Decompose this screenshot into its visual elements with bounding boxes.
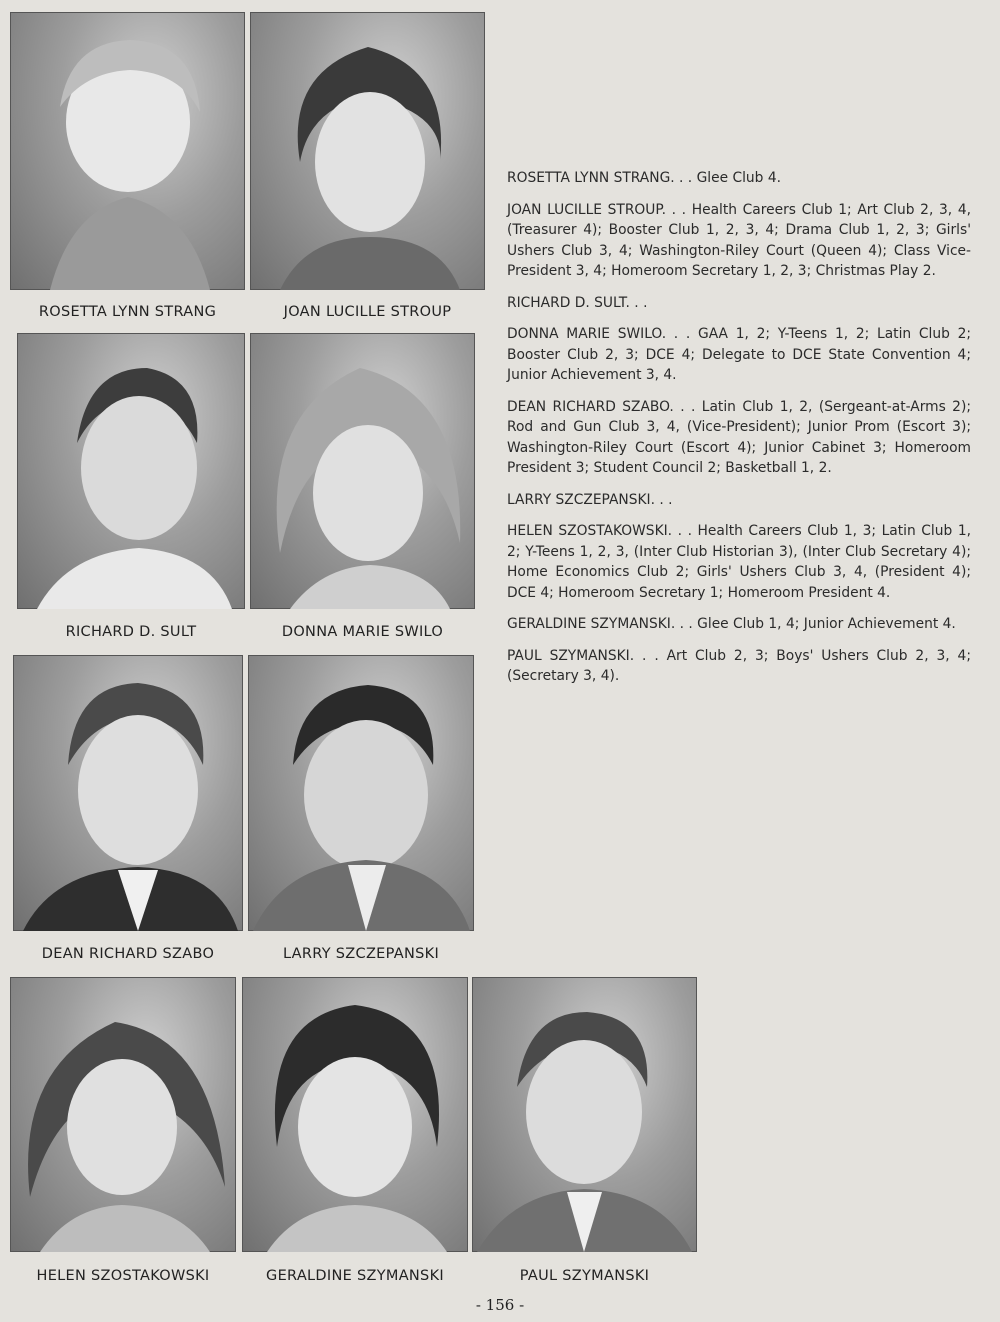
portrait-photo-sult <box>17 333 245 609</box>
student-caption: RICHARD D. SULT <box>65 624 197 640</box>
student-caption: GERALDINE SZYMANSKI <box>266 1268 444 1284</box>
portrait-silhouette <box>10 977 236 1252</box>
page-number: - 156 - <box>475 1296 525 1314</box>
portrait-silhouette <box>17 333 245 609</box>
portrait-silhouette <box>248 655 474 931</box>
student-bio: GERALDINE SZYMANSKI. . . Glee Club 1, 4; Junior Achievement 4. <box>507 616 956 632</box>
portrait-photo-szostakowski <box>10 977 236 1252</box>
portrait-photo-szczepanski <box>248 655 474 931</box>
student-bio: DEAN RICHARD SZABO. . . Latin Club 1, 2, (Sergeant-at-Arms 2); Rod and Gun Club 3, 4, (Vice-President); Junior Prom (Escort 3); Washington-Riley Court (Escort 4); Junior Cabinet 3; Homeroom President 3; Student Council 2; Basketball 1, 2. <box>507 398 971 476</box>
student-caption: JOAN LUCILLE STROUP <box>283 304 452 320</box>
portrait-photo-p-szymanski <box>472 977 697 1252</box>
portrait-silhouette <box>13 655 243 931</box>
portrait-silhouette <box>472 977 697 1252</box>
student-bio: JOAN LUCILLE STROUP. . . Health Careers Club 1; Art Club 2, 3, 4, (Treasurer 4); Booster Club 1, 2, 3, 4; Drama Club 1, 2, 3; Girls' Ushers Club 3, 4; Washington-Riley Court (Queen 4); Class Vice-President 3, 4; Homeroom Secretary 1, 2, 3; Christmas Play 2. <box>507 201 971 279</box>
student-bio: PAUL SZYMANSKI. . . Art Club 2, 3; Boys' Ushers Club 2, 3, 4; (Secretary 3, 4). <box>507 647 971 684</box>
portrait-photo-swilo <box>250 333 475 609</box>
student-bio: ROSETTA LYNN STRANG. . . Glee Club 4. <box>507 170 781 186</box>
biography-column <box>507 168 971 698</box>
student-caption: HELEN SZOSTAKOWSKI <box>36 1268 210 1284</box>
portrait-photo-stroup <box>250 12 485 290</box>
student-caption: LARRY SZCZEPANSKI <box>282 946 440 962</box>
student-bio: LARRY SZCZEPANSKI. . . <box>507 491 673 508</box>
portrait-photo-strang <box>10 12 245 290</box>
student-caption: DEAN RICHARD SZABO <box>41 946 215 962</box>
student-caption: ROSETTA LYNN STRANG <box>38 304 217 320</box>
portrait-silhouette <box>250 333 475 609</box>
portrait-photo-g-szymanski <box>242 977 468 1252</box>
portrait-silhouette <box>10 12 245 290</box>
student-caption: PAUL SZYMANSKI <box>519 1268 650 1284</box>
student-caption: DONNA MARIE SWILO <box>281 624 444 640</box>
student-bio: DONNA MARIE SWILO. . . GAA 1, 2; Y-Teens 1, 2; Latin Club 2; Booster Club 2, 3; DCE 4; Delegate to DCE State Convention 4; Junior Achievement 3, 4. <box>507 326 971 383</box>
portrait-silhouette <box>250 12 485 290</box>
student-bio: HELEN SZOSTAKOWSKI. . . Health Careers Club 1, 3; Latin Club 1, 2; Y-Teens 1, 2, 3, (Inter Club Historian 3), (Inter Club Secretary 4); Home Economics Club 2; Girls' Ushers Club 3, 4, (President 4); DCE 4; Homeroom Secretary 1; Homeroom President 4. <box>507 523 971 601</box>
student-bio: RICHARD D. SULT. . . <box>507 294 648 311</box>
portrait-silhouette <box>242 977 468 1252</box>
portrait-photo-szabo <box>13 655 243 931</box>
